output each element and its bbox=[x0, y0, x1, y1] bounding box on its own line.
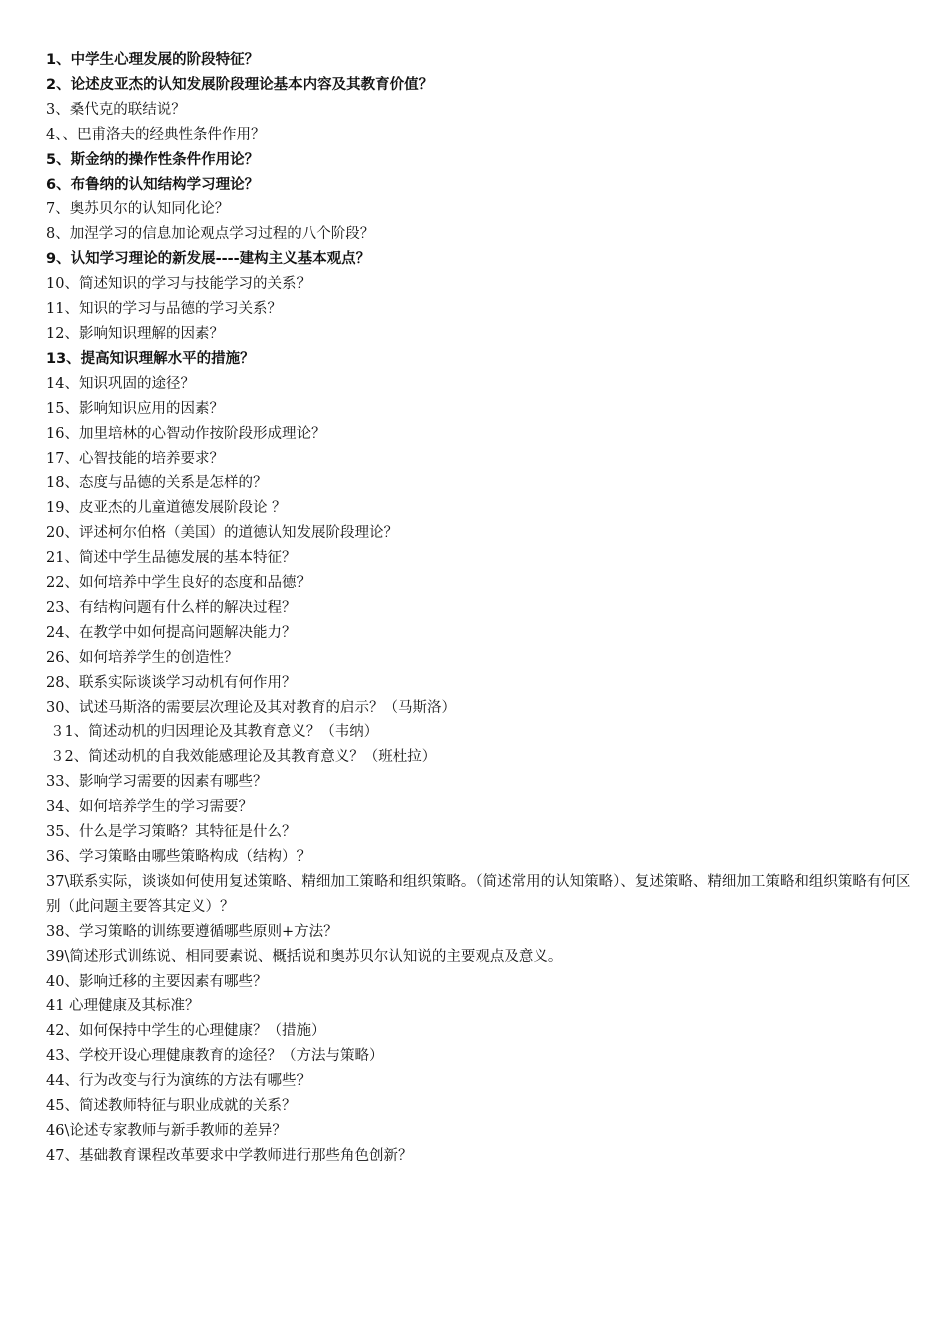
question-item: 37\联系实际，谈谈如何使用复述策略、精细加工策略和组织策略。（简述常用的认知策略）、复述策略、精细加工策略和组织策略有何区别（此问题主要答其定义）？ bbox=[46, 873, 911, 915]
question-item: 34、如何培养学生的学习需要？ bbox=[46, 799, 253, 816]
question-list bbox=[46, 48, 912, 1169]
question-item: 19、皮亚杰的儿童道德发展阶段论 ？ bbox=[46, 500, 287, 517]
question-item: 44、行为改变与行为演练的方法有哪些？ bbox=[46, 1073, 311, 1090]
question-item: 33、影响学习需要的因素有哪些？ bbox=[46, 774, 268, 791]
question-item: 26、如何培养学生的创造性？ bbox=[46, 649, 239, 666]
question-item: 10、简述知识的学习与技能学习的关系？ bbox=[46, 276, 311, 293]
question-item: 14、知识巩固的途径？ bbox=[46, 375, 195, 392]
question-item: 23、有结构问题有什么样的解决过程？ bbox=[46, 599, 297, 616]
question-item: 38、学习策略的训练要遵循哪些原则+方法？ bbox=[46, 923, 338, 940]
question-item: 24、在教学中如何提高问题解决能力？ bbox=[46, 624, 297, 641]
question-item: 5、斯金纳的操作性条件作用论？ bbox=[46, 151, 260, 168]
question-item: 43、学校开设心理健康教育的途径？（方法与策略） bbox=[46, 1048, 384, 1065]
question-item: 18、态度与品德的关系是怎样的？ bbox=[46, 475, 268, 492]
question-item: 11、知识的学习与品德的学习关系？ bbox=[46, 301, 282, 318]
question-item: 35、什么是学习策略？其特征是什么？ bbox=[46, 824, 297, 841]
question-item: 30、试述马斯洛的需要层次理论及其对教育的启示？（马斯洛） bbox=[46, 699, 456, 716]
question-item: 39\简述形式训练说、相同要素说、概括说和奥苏贝尔认知说的主要观点及意义。 bbox=[46, 948, 563, 965]
question-item: 2、论述皮亚杰的认知发展阶段理论基本内容及其教育价值？ bbox=[46, 76, 434, 93]
question-item: 15、影响知识应用的因素？ bbox=[46, 400, 224, 417]
question-item: 8、加涅学习的信息加论观点学习过程的八个阶段？ bbox=[46, 226, 375, 243]
question-item: 17、心智技能的培养要求？ bbox=[46, 450, 224, 467]
question-item: 16、加里培林的心智动作按阶段形成理论？ bbox=[46, 425, 326, 442]
question-item: 45、简述教师特征与职业成就的关系？ bbox=[46, 1098, 297, 1115]
question-item: 41 心理健康及其标准？ bbox=[46, 998, 200, 1015]
question-item: 46\论述专家教师与新手教师的差异？ bbox=[46, 1122, 287, 1139]
question-item: 42、如何保持中学生的心理健康？（措施） bbox=[46, 1023, 326, 1040]
question-item: 21、简述中学生品德发展的基本特征？ bbox=[46, 550, 297, 567]
question-item: 20、评述柯尔伯格（美国）的道德认知发展阶段理论？ bbox=[46, 525, 398, 542]
question-item: 9、认知学习理论的新发展----建构主义基本观点？ bbox=[46, 251, 371, 268]
question-item: 7、奥苏贝尔的认知同化论？ bbox=[46, 201, 230, 218]
question-item: 36、学习策略由哪些策略构成（结构）？ bbox=[46, 849, 311, 865]
question-item: 3、桑代克的联结说？ bbox=[46, 101, 186, 118]
question-item: ３2、简述动机的自我效能感理论及其教育意义？（班杜拉） bbox=[50, 749, 437, 766]
question-item: 4、、巴甫洛夫的经典性条件作用？ bbox=[46, 126, 266, 143]
question-item: 1、中学生心理发展的阶段特征？ bbox=[46, 52, 260, 68]
question-item: 13、提高知识理解水平的措施？ bbox=[46, 350, 255, 367]
question-item: 6、布鲁纳的认知结构学习理论？ bbox=[46, 176, 260, 193]
question-item: 40、影响迁移的主要因素有哪些？ bbox=[46, 973, 268, 990]
question-item: 47、基础教育课程改革要求中学教师进行那些角色创新？ bbox=[46, 1147, 413, 1164]
question-item: 28、联系实际谈谈学习动机有何作用？ bbox=[46, 674, 297, 691]
question-item: 22、如何培养中学生良好的态度和品德？ bbox=[46, 575, 311, 592]
question-item: ３1、简述动机的归因理论及其教育意义？（韦纳） bbox=[50, 724, 379, 741]
question-item: 12、影响知识理解的因素？ bbox=[46, 325, 224, 342]
